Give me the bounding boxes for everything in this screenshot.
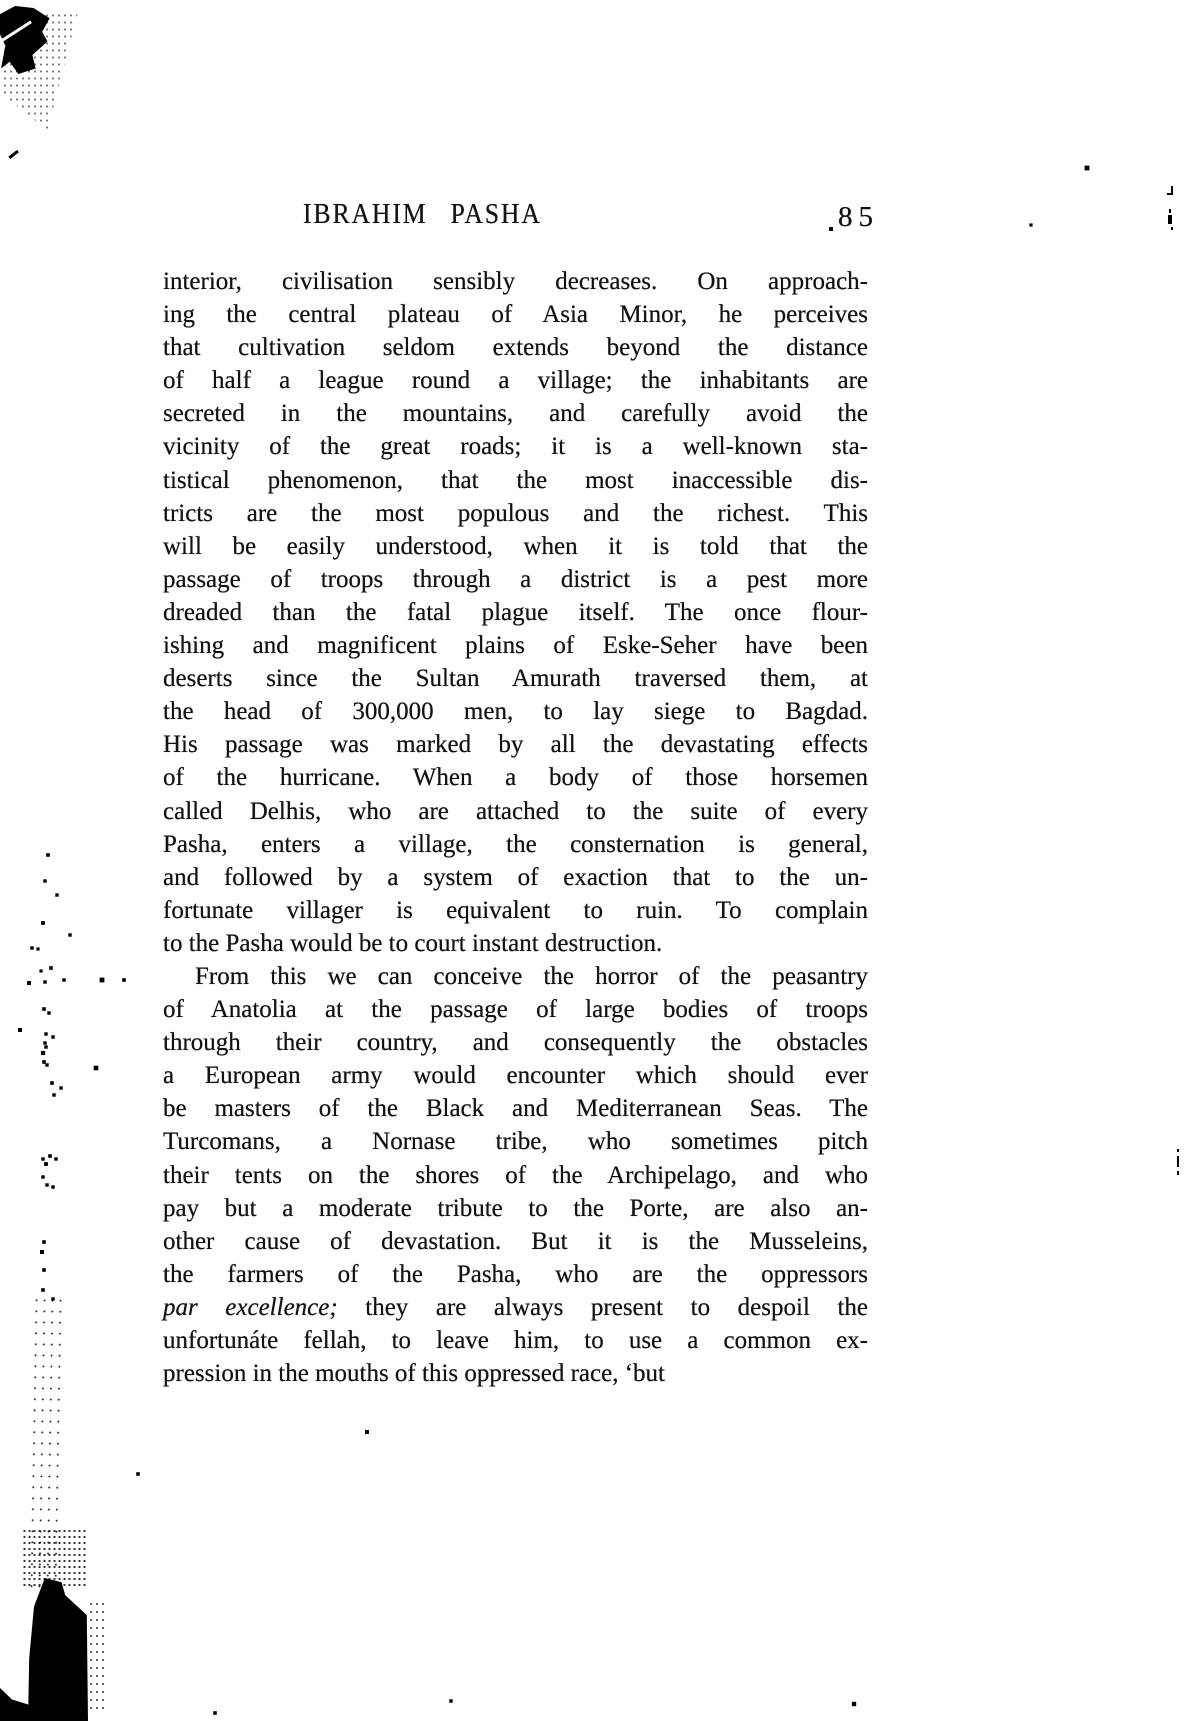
scan-artifact-edge-blob: [28, 1578, 88, 1721]
text-line: to the Pasha would be to court instant destruction.: [163, 929, 663, 957]
page-title: IBRAHIM PASHA: [303, 199, 542, 230]
text-line: the farmers of the Pasha, who are the oppressors: [163, 1260, 868, 1288]
text-line: ishing and magnificent plains of Eske-Seher have been: [163, 632, 868, 660]
text-line: vicinity of the great roads; it is a well-known sta-: [163, 433, 868, 461]
text-line: passage of troops through a district is a pest more: [163, 565, 868, 593]
text-line: fortunate villager is equivalent to ruin. To complain: [163, 896, 868, 924]
scan-artifact-noise-fringe: [88, 1600, 104, 1712]
text-line: their tents on the shores of the Archipelago, and who: [163, 1161, 868, 1189]
text-line: secreted in the mountains, and carefully avoid the: [163, 400, 868, 428]
text-segment: they are always present to despoil the: [337, 1293, 868, 1321]
text-line: Pasha, enters a village, the consternation is general,: [163, 830, 868, 858]
text-line: a European army would encounter which should ever: [163, 1062, 868, 1090]
text-line: called Delhis, who are attached to the suite of every: [163, 797, 868, 825]
italic-phrase: par excellence;: [163, 1293, 338, 1321]
text-line: will be easily understood, when it is told that the: [163, 532, 868, 560]
text-line: of Anatolia at the passage of large bodies of troops: [163, 996, 868, 1024]
text-line: unfortunáte fellah, to leave him, to use a common ex-: [163, 1327, 868, 1354]
scan-artifact-margin-mark: [1169, 209, 1171, 213]
scan-artifact-margin-mark: [1167, 193, 1172, 195]
body-text: [163, 265, 868, 1390]
text-line: the head of 300,000 men, to lay siege to Bagdad.: [163, 698, 868, 726]
text-line: Turcomans, a Nornase tribe, who sometimes pitch: [163, 1128, 868, 1156]
text-line: deserts since the Sultan Amurath traversed them, at: [163, 665, 868, 693]
text-line: of the hurricane. When a body of those horsemen: [163, 764, 868, 792]
text-line: tricts are the most populous and the richest. This: [163, 499, 868, 527]
scan-artifact-margin-mark: [1171, 227, 1173, 230]
paragraph: [163, 960, 868, 1390]
text-line: From this we can conceive the horror of the peasantry: [195, 962, 868, 990]
scan-artifact-margin-mark: [1177, 1149, 1179, 1152]
paragraph: [163, 265, 868, 960]
text-line: through their country, and consequently the obstacles: [163, 1029, 868, 1057]
text-line: tistical phenomenon, that the most inaccessible dis-: [163, 466, 868, 494]
text-line: and followed by a system of exaction that to the un-: [163, 863, 868, 891]
text-line: be masters of the Black and Mediterranean Seas. The: [163, 1095, 868, 1123]
scan-artifact-noise-fringe: [22, 1528, 88, 1588]
scan-artifact-speckles: [0, 0, 2, 2]
text-line: His passage was marked by all the devastating effects: [163, 731, 868, 759]
scan-artifact-tick: [8, 150, 18, 159]
text-line: dreaded than the fatal plague itself. The once flour-: [163, 598, 868, 626]
text-line: interior, civilisation sensibly decreases. On approach-: [163, 268, 868, 295]
scan-artifact-margin-mark: [1177, 1156, 1179, 1167]
text-line: [163, 1291, 868, 1324]
scan-artifact-margin-mark: [1177, 1171, 1179, 1175]
text-line: other cause of devastation. But it is the Musseleins,: [163, 1227, 868, 1255]
text-line: ing the central plateau of Asia Minor, he perceives: [163, 301, 868, 329]
page-number: 85: [838, 201, 879, 233]
text-line: of half a league round a village; the inhabitants are: [163, 367, 868, 395]
text-line: pay but a moderate tribute to the Porte, are also an-: [163, 1194, 868, 1222]
scan-artifact-margin-mark: [1168, 215, 1172, 224]
text-line: pression in the mouths of this oppressed race, ‘but: [163, 1360, 665, 1388]
text-line: that cultivation seldom extends beyond the distance: [163, 334, 868, 362]
